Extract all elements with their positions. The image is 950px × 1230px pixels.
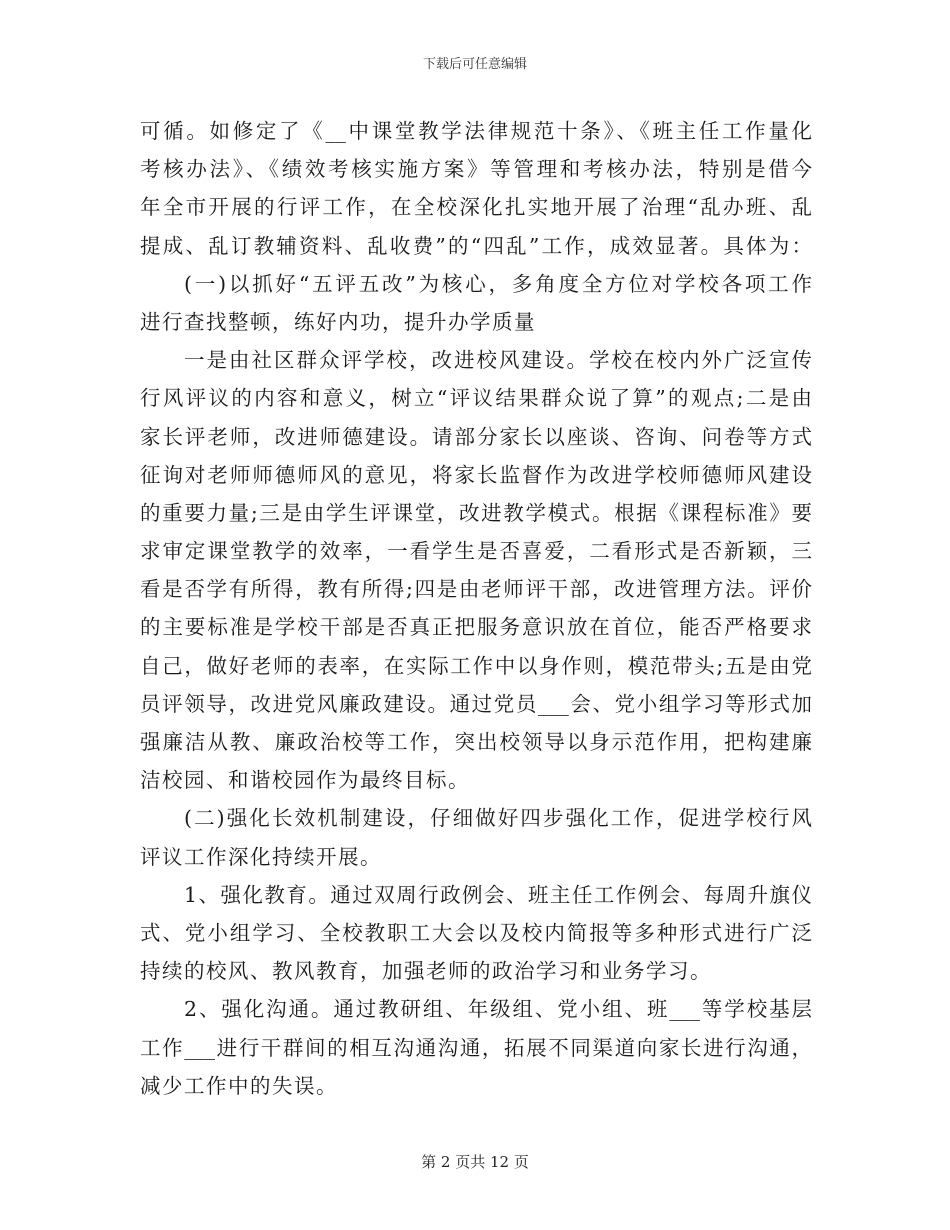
section-heading-line: (二)强化长效机制建设，仔细做好四步强化工作，促进学校行风: [184, 806, 812, 831]
text-line: 的主要标准是学校干部是否真正把服务意识放在首位，能否严格要求: [140, 615, 812, 640]
section-heading-line: 进行查找整顿，练好内功，提升办学质量: [140, 309, 536, 334]
text-line: 年全市开展的行评工作，在全校深化扎实地开展了治理“乱办班、乱: [140, 195, 812, 220]
text-line: 提成、乱订教辅资料、乱收费”的“四乱”工作，成效显著。具体为：: [140, 233, 812, 258]
section-heading-line: 评议工作深化持续开展。: [140, 844, 382, 869]
section-heading-line: (一)以抓好“五评五改”为核心，多角度全方位对学校各项工作: [184, 271, 812, 296]
text-line: 可循。如修定了《__中课堂教学法律规范十条》、《班主任工作量化: [140, 119, 812, 143]
text-line: 2、强化沟通。通过教研组、年级组、党小组、班___等学校基层: [184, 997, 812, 1022]
text-line: 强廉洁从教、廉政治校等工作，突出校领导以身示范作用，把构建廉: [140, 730, 812, 754]
text-line: 征询对老师师德师风的意见，将家长监督作为改进学校师德师风建设: [140, 462, 812, 487]
page-number: 第 2 页共 12 页: [421, 1153, 529, 1171]
text-line: 式、党小组学习、全校教职工大会以及校内简报等多种形式进行广泛: [140, 920, 812, 945]
text-line: 考核办法》、《绩效考核实施方案》等管理和考核办法，特别是借今: [140, 157, 812, 182]
page-header-note: 下载后可任意编辑: [422, 57, 527, 72]
text-line: 减少工作中的失误。: [140, 1073, 338, 1098]
text-line: 一是由社区群众评学校，改进校风建设。学校在校内外广泛宣传: [184, 348, 812, 373]
text-line: 洁校园、和谐校园作为最终目标。: [140, 768, 470, 793]
text-line: 持续的校风、教风教育，加强老师的政治学习和业务学习。: [140, 959, 712, 984]
text-line: 看是否学有所得，教有所得;四是由老师评干部，改进管理方法。评价: [140, 577, 812, 602]
text-line: 的重要力量;三是由学生评课堂，改进教学模式。根据《课程标准》要: [140, 500, 812, 525]
text-line: 行风评议的内容和意义，树立“评议结果群众说了算”的观点;二是由: [140, 386, 812, 411]
text-line: 员评领导，改进党风廉政建设。通过党员___会、党小组学习等形式加: [140, 691, 812, 716]
text-line: 家长评老师，改进师德建设。请部分家长以座谈、咨询、问卷等方式: [140, 424, 812, 449]
document-body: [140, 112, 812, 1105]
text-line: 自己，做好老师的表率，在实际工作中以身作则，模范带头;五是由党: [140, 653, 812, 678]
text-line: 1、强化教育。通过双周行政例会、班主任工作例会、每周升旗仪: [184, 882, 812, 907]
text-line: 求审定课堂教学的效率，一看学生是否喜爱，二看形式是否新颖，三: [140, 539, 812, 564]
text-line: 工作___进行干群间的相互沟通沟通，拓展不同渠道向家长进行沟通，: [140, 1035, 812, 1060]
